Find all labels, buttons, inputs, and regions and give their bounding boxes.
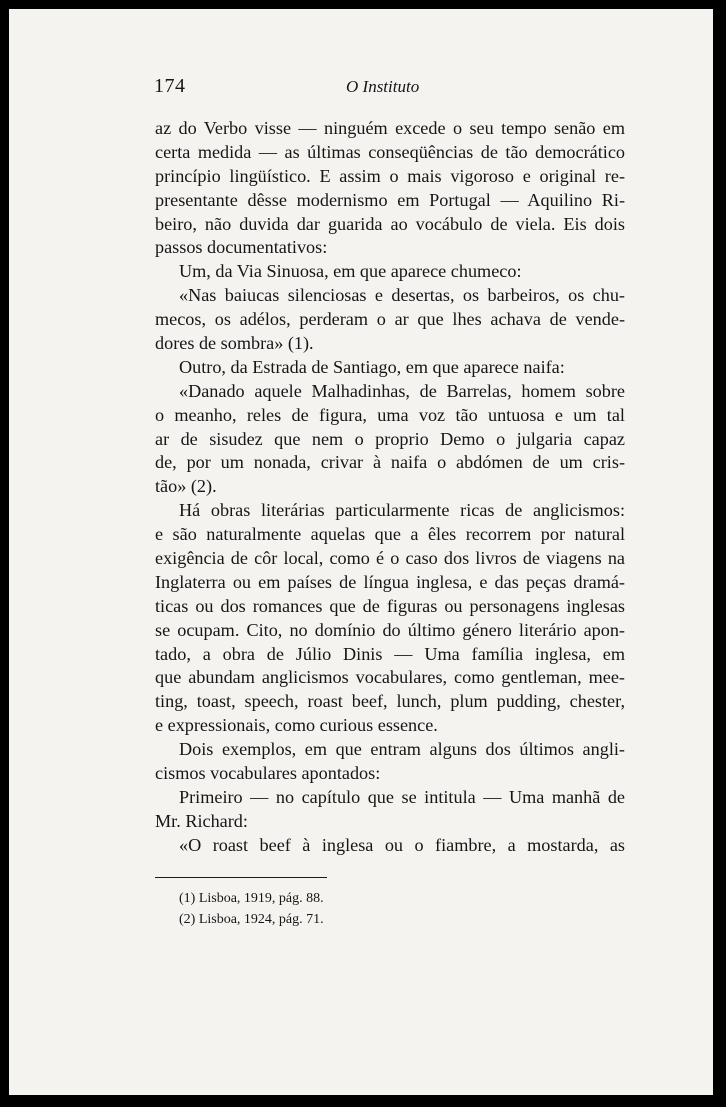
text-line: passos documentativos: (155, 237, 328, 258)
text-line: certa medida — as últimas conseqüências de tão democrático (155, 141, 625, 162)
footnote: (1) Lisboa, 1919, pág. 88. (179, 891, 324, 906)
footnotes (179, 888, 324, 930)
text-line: Mr. Richard: (155, 810, 248, 831)
text-line: o meanho, reles de figura, uma voz tão untuosa e um tal (155, 404, 625, 425)
text-line: «Nas baiucas silenciosas e desertas, os barbeiros, os chu- (179, 285, 625, 306)
text-line: Dois exemplos, em que entram alguns dos últimos angli- (179, 739, 625, 760)
text-line: presentante dêsse modernismo em Portugal — Aquilino Ri- (155, 189, 625, 210)
text-line: de, por um nonada, crivar à naifa o abdómen de um cris- (155, 452, 625, 473)
text-line: ticas ou dos romances que de figuras ou personagens inglesas (155, 595, 625, 616)
text-line: ting, toast, speech, roast beef, lunch, plum pudding, chester, (155, 691, 625, 712)
book-page (9, 9, 713, 1095)
text-line: beiro, não duvida dar guarida ao vocábulo de viela. Eis dois (155, 213, 625, 234)
text-line: dores de sombra» (1). (155, 333, 314, 354)
text-line: ar de sisudez que nem o proprio Demo o julgaria capaz (155, 428, 625, 449)
text-line: «O roast beef à inglesa ou o fiambre, a mostarda, as (179, 834, 625, 855)
page-number: 174 (154, 75, 186, 97)
footnote-divider (155, 877, 327, 878)
text-line: tado, a obra de Júlio Dinis — Uma família inglesa, em (155, 643, 625, 664)
text-line: e expressionais, como curious essence. (155, 715, 438, 736)
text-line: «Danado aquele Malhadinhas, de Barrelas, homem sobre (179, 380, 625, 401)
text-line: az do Verbo visse — ninguém excede o seu tempo senão em (155, 118, 625, 138)
text-line: se ocupam. Cito, no domínio do último género literário apon- (155, 619, 625, 640)
text-line: Inglaterra ou em países de língua inglesa, e das peças dramá- (155, 571, 625, 592)
text-line: cismos vocabulares apontados: (155, 763, 381, 784)
text-line: princípio lingüístico. E assim o mais vigoroso e original re- (155, 165, 625, 186)
text-line: Há obras literárias particularmente ricas de anglicismos: (179, 500, 625, 521)
text-line: Outro, da Estrada de Santiago, em que aparece naifa: (179, 356, 565, 377)
text-line: Primeiro — no capítulo que se intitula — Uma manhã de (179, 786, 625, 807)
running-title: O Instituto (346, 77, 420, 96)
text-line: que abundam anglicismos vocabulares, como gentleman, mee- (155, 667, 625, 688)
text-line: exigência de côr local, como é o caso dos livros de viagens na (155, 548, 625, 569)
text-line: tão» (2). (155, 476, 217, 497)
body-text (155, 117, 625, 858)
text-line: e são naturalmente aquelas que a êles recorrem por natural (155, 524, 625, 545)
text-line: mecos, os adélos, perderam o ar que lhes achava de vende- (155, 309, 625, 330)
footnote: (2) Lisboa, 1924, pág. 71. (179, 912, 324, 927)
text-line: Um, da Via Sinuosa, em que aparece chumeco: (179, 261, 522, 282)
